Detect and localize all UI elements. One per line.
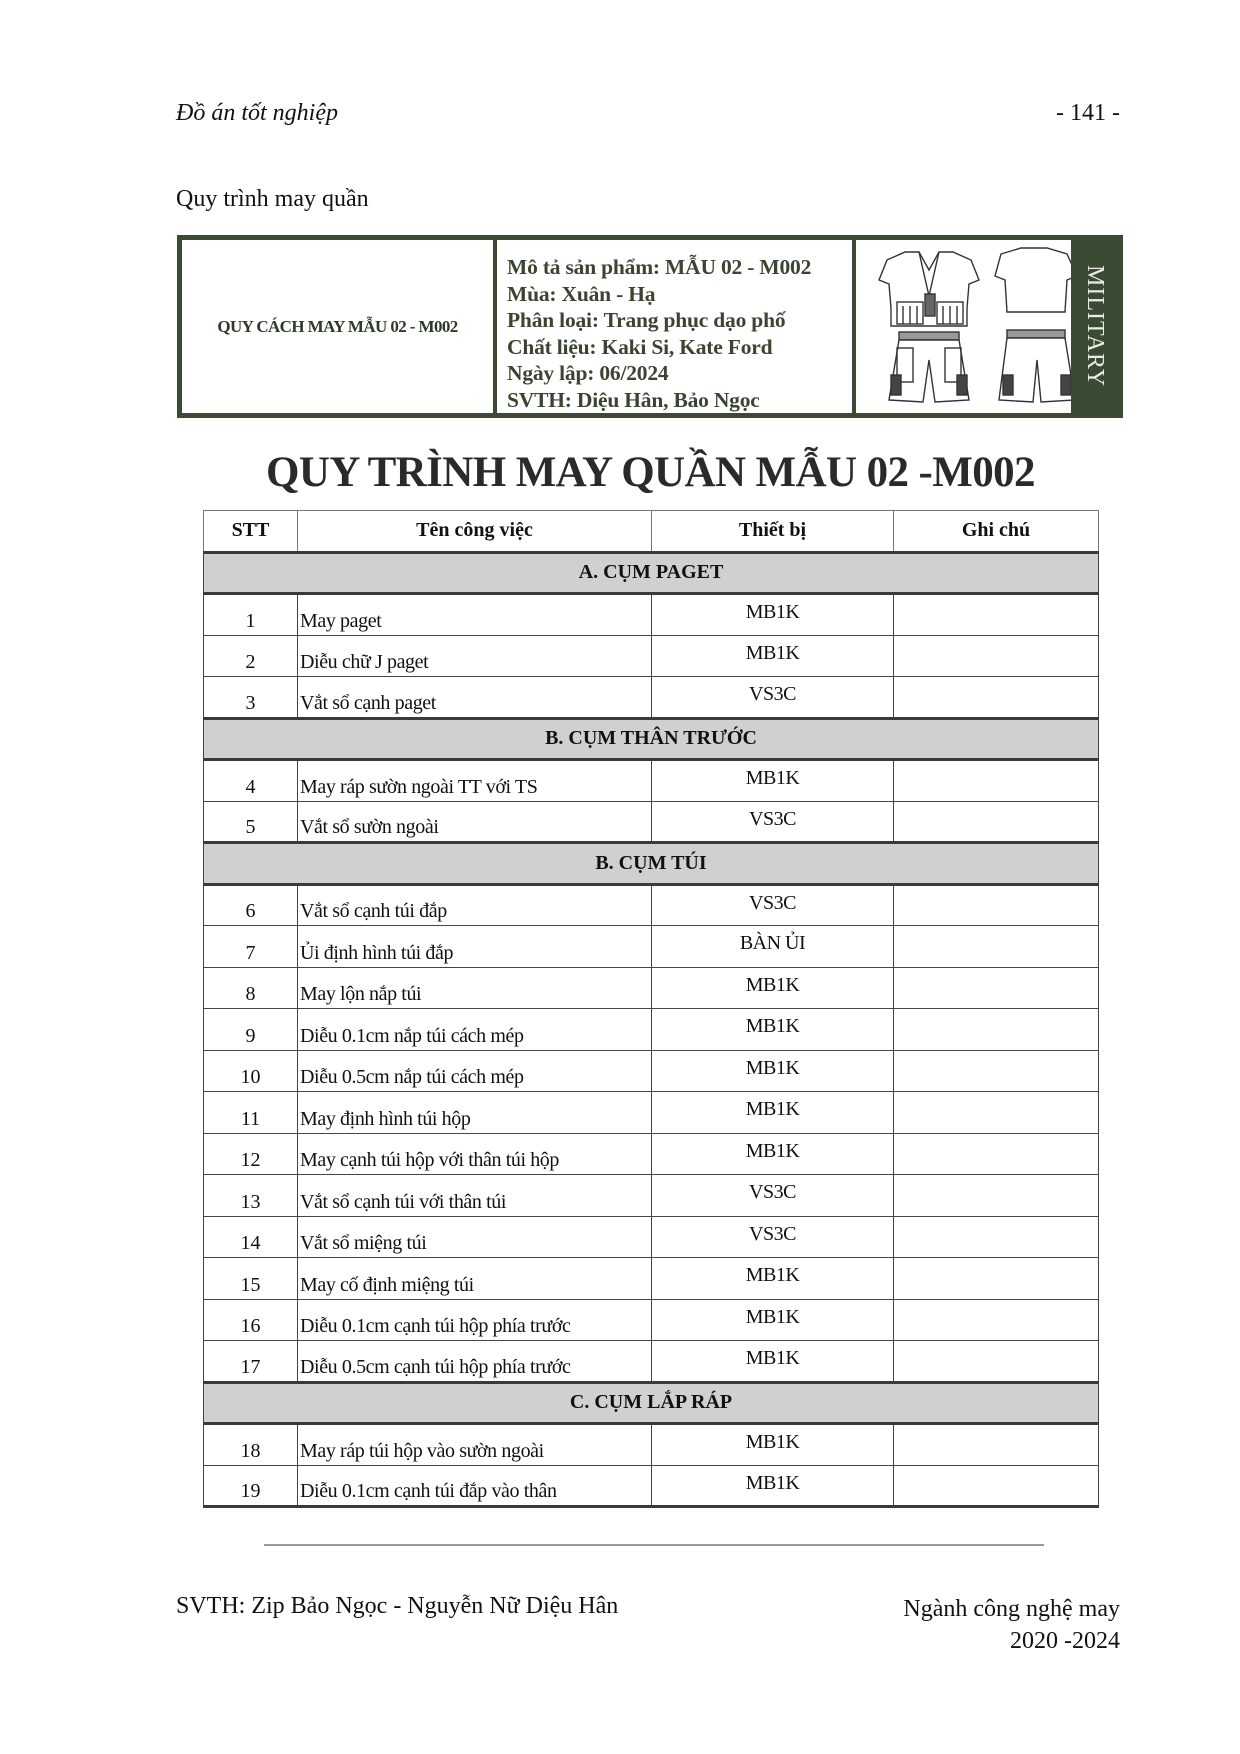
cell-task: Diễu chữ J paget xyxy=(298,635,652,677)
cell-note xyxy=(894,677,1099,719)
table-row xyxy=(204,1341,1099,1383)
table-row xyxy=(204,760,1099,802)
spec-info-line: Chất liệu: Kaki Si, Kate Ford xyxy=(507,334,773,359)
group-title: A. CỤM PAGET xyxy=(204,552,1099,594)
cell-note xyxy=(894,635,1099,677)
cell-stt: 11 xyxy=(204,1092,298,1134)
cell-task: Vắt sổ miệng túi xyxy=(298,1216,652,1258)
cell-note xyxy=(894,884,1099,926)
group-title: B. CỤM TÚI xyxy=(204,843,1099,885)
cell-equipment: VS3C xyxy=(652,801,894,843)
cell-note xyxy=(894,594,1099,636)
cell-task: Diễu 0.5cm nắp túi cách mép xyxy=(298,1050,652,1092)
table-row xyxy=(204,967,1099,1009)
cell-stt: 7 xyxy=(204,926,298,968)
footer-authors: SVTH: Zip Bảo Ngọc - Nguyễn Nữ Diệu Hân xyxy=(176,1593,619,1619)
cell-equipment: MB1K xyxy=(652,1465,894,1507)
cell-stt: 19 xyxy=(204,1465,298,1507)
cell-note xyxy=(894,1424,1099,1466)
cell-note xyxy=(894,1216,1099,1258)
column-header-note: Ghi chú xyxy=(894,511,1099,553)
cell-equipment: VS3C xyxy=(652,677,894,719)
spec-divider xyxy=(493,240,497,413)
cell-equipment: VS3C xyxy=(652,884,894,926)
document-title: QUY TRÌNH MAY QUẦN MẪU 02 -M002 xyxy=(266,449,1035,496)
footer-divider xyxy=(264,1544,1044,1546)
column-header-equipment: Thiết bị xyxy=(652,511,894,553)
footer-major: Ngành công nghệ may xyxy=(903,1596,1120,1622)
cell-equipment: MB1K xyxy=(652,1133,894,1175)
table-header-row xyxy=(204,511,1099,553)
group-title: C. CỤM LẮP RÁP xyxy=(204,1382,1099,1424)
cell-equipment: MB1K xyxy=(652,967,894,1009)
group-row xyxy=(204,552,1099,594)
spec-divider xyxy=(852,240,856,413)
cell-stt: 14 xyxy=(204,1216,298,1258)
cell-task: Vắt sổ cạnh túi đắp xyxy=(298,884,652,926)
cell-stt: 10 xyxy=(204,1050,298,1092)
cell-task: Vắt sổ cạnh paget xyxy=(298,677,652,719)
spec-info-line: Phân loại: Trang phục dạo phố xyxy=(507,308,786,332)
cell-stt: 8 xyxy=(204,967,298,1009)
cell-note xyxy=(894,1175,1099,1217)
cell-task: May cố định miệng túi xyxy=(298,1258,652,1300)
cell-equipment: MB1K xyxy=(652,594,894,636)
table-row xyxy=(204,1092,1099,1134)
cell-stt: 6 xyxy=(204,884,298,926)
cell-task: Vắt sổ cạnh túi với thân túi xyxy=(298,1175,652,1217)
cell-task: Diễu 0.1cm cạnh túi đắp vào thân xyxy=(298,1465,652,1507)
table-row xyxy=(204,1424,1099,1466)
cell-equipment: MB1K xyxy=(652,1258,894,1300)
column-header-stt: STT xyxy=(204,511,298,553)
cell-task: May paget xyxy=(298,594,652,636)
group-row xyxy=(204,1382,1099,1424)
cell-stt: 15 xyxy=(204,1258,298,1300)
cell-stt: 2 xyxy=(204,635,298,677)
footer-years: 2020 -2024 xyxy=(1010,1628,1120,1654)
cell-note xyxy=(894,1258,1099,1300)
spec-info-line: SVTH: Diệu Hân, Bảo Ngọc xyxy=(507,387,760,412)
footer-right xyxy=(903,1593,1120,1657)
table-row xyxy=(204,1465,1099,1507)
table-row xyxy=(204,1009,1099,1051)
table-row xyxy=(204,801,1099,843)
page-number: - 141 - xyxy=(1056,100,1120,126)
cell-equipment: MB1K xyxy=(652,1009,894,1051)
table-row xyxy=(204,1133,1099,1175)
spec-info-line: Mô tả sản phẩm: MẪU 02 - M002 xyxy=(507,255,812,279)
cell-equipment: VS3C xyxy=(652,1216,894,1258)
cell-note xyxy=(894,1009,1099,1051)
spec-header-box xyxy=(177,235,1123,418)
cell-equipment: MB1K xyxy=(652,635,894,677)
cell-task: May ráp túi hộp vào sườn ngoài xyxy=(298,1424,652,1466)
cell-stt: 16 xyxy=(204,1299,298,1341)
table-row xyxy=(204,635,1099,677)
cell-stt: 4 xyxy=(204,760,298,802)
cell-task: Diễu 0.1cm nắp túi cách mép xyxy=(298,1009,652,1051)
cell-note xyxy=(894,760,1099,802)
cell-note xyxy=(894,1092,1099,1134)
table-row xyxy=(204,1299,1099,1341)
table-row xyxy=(204,1050,1099,1092)
cell-task: Diễu 0.1cm cạnh túi hộp phía trước xyxy=(298,1299,652,1341)
cell-equipment: BÀN ỦI xyxy=(652,926,894,968)
cell-task: May cạnh túi hộp với thân túi hộp xyxy=(298,1133,652,1175)
cell-task: May lộn nắp túi xyxy=(298,967,652,1009)
cell-task: Vắt sổ sườn ngoài xyxy=(298,801,652,843)
cell-equipment: MB1K xyxy=(652,1341,894,1383)
cell-equipment: MB1K xyxy=(652,1092,894,1134)
spec-info-line: Ngày lập: 06/2024 xyxy=(507,361,669,385)
cell-task: Ủi định hình túi đắp xyxy=(298,926,652,968)
table-row xyxy=(204,594,1099,636)
cell-task: Diễu 0.5cm cạnh túi hộp phía trước xyxy=(298,1341,652,1383)
cell-stt: 12 xyxy=(204,1133,298,1175)
cell-stt: 5 xyxy=(204,801,298,843)
cell-task: May định hình túi hộp xyxy=(298,1092,652,1134)
group-row xyxy=(204,718,1099,760)
cell-equipment: MB1K xyxy=(652,760,894,802)
cell-task: May ráp sườn ngoài TT với TS xyxy=(298,760,652,802)
cell-stt: 9 xyxy=(204,1009,298,1051)
brand-label-panel xyxy=(1071,240,1118,413)
cell-note xyxy=(894,926,1099,968)
cell-equipment: VS3C xyxy=(652,1175,894,1217)
cell-stt: 13 xyxy=(204,1175,298,1217)
running-header-title: Đồ án tốt nghiệp xyxy=(176,100,338,126)
group-row xyxy=(204,843,1099,885)
cell-stt: 17 xyxy=(204,1341,298,1383)
table-row xyxy=(204,677,1099,719)
column-header-task: Tên công việc xyxy=(298,511,652,553)
cell-note xyxy=(894,1133,1099,1175)
cell-equipment: MB1K xyxy=(652,1424,894,1466)
group-title: B. CỤM THÂN TRƯỚC xyxy=(204,718,1099,760)
table-row xyxy=(204,1175,1099,1217)
table-row xyxy=(204,1216,1099,1258)
spec-title: QUY CÁCH MAY MẪU 02 - M002 xyxy=(217,316,458,336)
cell-stt: 3 xyxy=(204,677,298,719)
table-row xyxy=(204,1258,1099,1300)
sewing-process-table xyxy=(203,510,1099,1508)
cell-note xyxy=(894,967,1099,1009)
table-row xyxy=(204,926,1099,968)
cell-note xyxy=(894,1050,1099,1092)
cell-equipment: MB1K xyxy=(652,1050,894,1092)
cell-note xyxy=(894,801,1099,843)
cell-note xyxy=(894,1465,1099,1507)
cell-stt: 18 xyxy=(204,1424,298,1466)
spec-info-line: Mùa: Xuân - Hạ xyxy=(507,281,656,306)
cell-stt: 1 xyxy=(204,594,298,636)
brand-label: MILITARY xyxy=(1082,265,1108,388)
table-row xyxy=(204,884,1099,926)
cell-note xyxy=(894,1299,1099,1341)
garment-sketch-image xyxy=(857,240,1081,413)
cell-equipment: MB1K xyxy=(652,1299,894,1341)
spec-info xyxy=(507,254,811,413)
cell-note xyxy=(894,1341,1099,1383)
section-label: Quy trình may quần xyxy=(176,186,369,212)
